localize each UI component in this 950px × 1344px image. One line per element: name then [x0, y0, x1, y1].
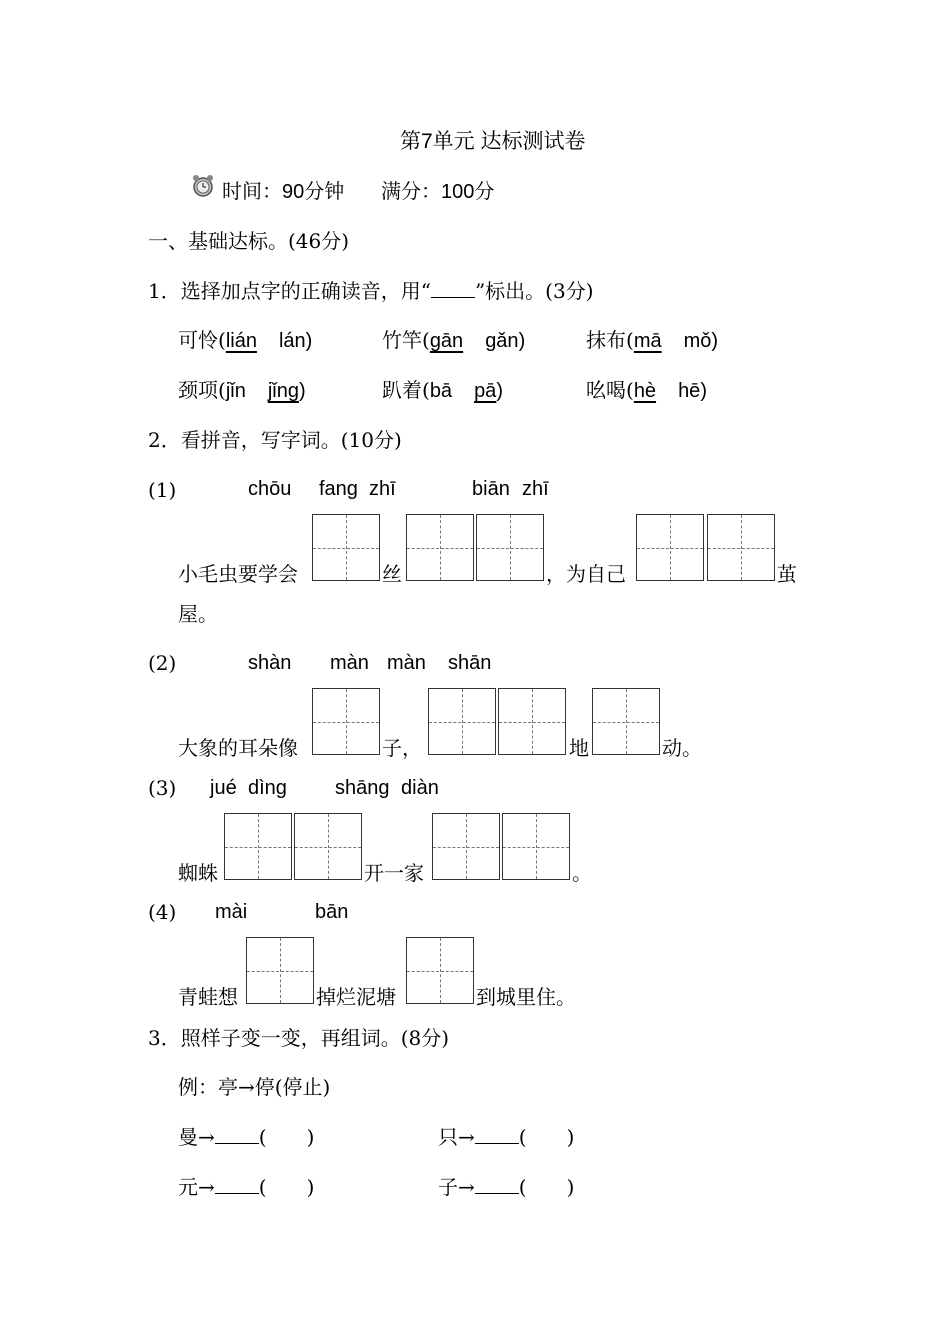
reading-item: 可怜(lián lán) [178, 328, 313, 352]
transform-item: 只→ ( ) [438, 1125, 575, 1149]
sentence-text: 青蛙想 [178, 985, 238, 1009]
pinyin: chōu [248, 478, 292, 500]
writing-box[interactable] [498, 688, 566, 755]
writing-box[interactable] [294, 813, 362, 880]
reading-item: 抹布(mā mǒ) [586, 328, 719, 352]
reading-item: 吆喝(hè hē) [586, 378, 707, 402]
full-score: 满分：100分 [381, 181, 495, 203]
transform-item: 元→ ( ) [178, 1175, 315, 1199]
pinyin: zhī [522, 478, 549, 500]
pinyin: diàn [401, 777, 439, 799]
sentence-text: 大象的耳朵像 [178, 736, 298, 760]
pinyin: màn [387, 652, 426, 674]
question-3-prompt: 3．照样子变一变，再组词。(8分) [148, 1026, 450, 1050]
answer-blank[interactable] [215, 1177, 259, 1194]
sentence-text: 开一家 [364, 861, 424, 885]
reading-item: 颈项(jǐn jǐng) [178, 378, 306, 402]
sub-number: (2) [148, 651, 177, 675]
writing-box[interactable] [476, 514, 544, 581]
sub-number: (1) [148, 478, 177, 502]
section-heading: 一、基础达标。(46分) [148, 229, 350, 253]
writing-box[interactable] [502, 813, 570, 880]
writing-box[interactable] [428, 688, 496, 755]
answer-blank[interactable] [475, 1127, 519, 1144]
sentence-text: 屋。 [178, 602, 218, 626]
sentence-text: ，为自己 [546, 562, 626, 586]
sentence-text: 。 [572, 861, 592, 885]
alarm-clock-icon [190, 174, 216, 198]
pinyin: fang [319, 478, 358, 500]
pinyin: bān [315, 901, 349, 923]
answer-blank[interactable] [475, 1177, 519, 1194]
pinyin: shàn [248, 652, 292, 674]
time-limit: 时间：90分钟 [222, 181, 345, 203]
reading-item: 趴着(bā pā) [382, 378, 503, 402]
writing-box[interactable] [406, 514, 474, 581]
sentence-text: 子， [382, 736, 422, 760]
sentence-text: 小毛虫要学会 [178, 562, 298, 586]
pinyin: mài [215, 901, 248, 923]
writing-box[interactable] [246, 937, 314, 1004]
pinyin: zhī [369, 478, 396, 500]
writing-box[interactable] [432, 813, 500, 880]
sentence-text: 地 [569, 736, 589, 760]
answer-blank[interactable] [215, 1127, 259, 1144]
writing-box[interactable] [636, 514, 704, 581]
writing-box[interactable] [312, 514, 380, 581]
writing-box[interactable] [224, 813, 292, 880]
writing-box[interactable] [312, 688, 380, 755]
page-title: 第7单元 达标测试卷 [400, 130, 586, 153]
writing-box[interactable] [406, 937, 474, 1004]
sentence-text: 蜘蛛 [178, 861, 218, 885]
pinyin: dìng [248, 777, 287, 799]
sentence-text: 掉烂泥塘 [316, 985, 396, 1009]
sentence-text: 丝 [382, 562, 402, 586]
pinyin: shān [448, 652, 492, 674]
sub-number: (3) [148, 776, 177, 800]
transform-item: 曼→ ( ) [178, 1125, 315, 1149]
sentence-text: 到城里住。 [476, 985, 576, 1009]
question-2-prompt: 2．看拼音，写字词。(10分) [148, 428, 402, 452]
sentence-text: 茧 [777, 562, 797, 586]
pinyin: biān [472, 478, 510, 500]
pinyin: màn [330, 652, 369, 674]
sentence-text: 动。 [662, 736, 702, 760]
sub-number: (4) [148, 900, 177, 924]
pinyin: shāng [335, 777, 390, 799]
writing-box[interactable] [707, 514, 775, 581]
pinyin: jué [210, 777, 237, 799]
example-line: 例：亭→停(停止) [178, 1075, 331, 1099]
question-1-prompt: 1．选择加点字的正确读音，用“ ”标出。(3分) [148, 279, 594, 303]
writing-box[interactable] [592, 688, 660, 755]
reading-item: 竹竿(gān gǎn) [382, 328, 526, 352]
transform-item: 子→ ( ) [438, 1175, 575, 1199]
